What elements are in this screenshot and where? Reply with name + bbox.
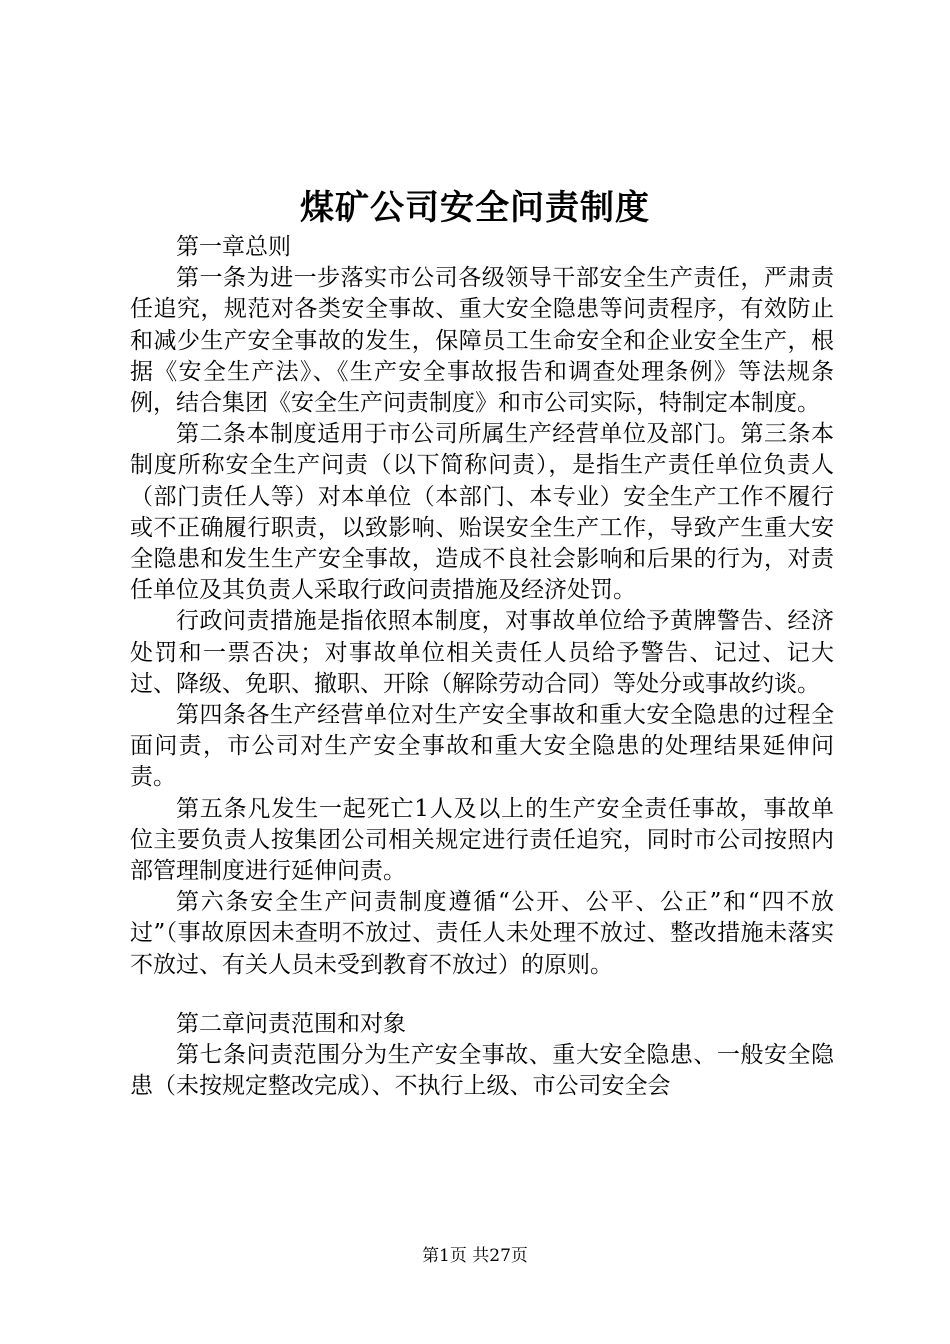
paragraph: 行政问责措施是指依照本制度，对事故单位给予黄牌警告、经济处罚和一票否决；对事故单位相关责任人员给予警告、记过、记大过、降级、免职、撤职、开除（解除劳动合同）等处分或事故约谈。 — [130, 608, 834, 697]
paragraph: 第六条安全生产问责制度遵循“公开、公平、公正”和“四不放过”（事故原因未查明不放过、责任人未处理不放过、整改措施未落实不放过、有关人员未受到教育不放过）的原则。 — [130, 889, 834, 978]
paragraph: 第四条各生产经营单位对生产安全事故和重大安全隐患的过程全面问责，市公司对生产安全事故和重大安全隐患的处理结果延伸问责。 — [130, 702, 834, 791]
paragraph: 第七条问责范围分为生产安全事故、重大安全隐患、一般安全隐患（未按规定整改完成）、不执行上级、市公司安全会 — [130, 1042, 834, 1100]
paragraph: 第二条本制度适用于市公司所属生产经营单位及部门。第三条本制度所称安全生产问责（以下简称问责），是指生产责任单位负责人（部门责任人等）对本单位（本部门、本专业）安全生产工作不履行或不正确履行职责，以致影响、贻误安全生产工作，导致产生重大安全隐患和发生生产安全事故，造成不良社会影响和后果的行为，对责任单位及其负责人采取行政问责措施及经济处罚。 — [130, 421, 834, 604]
page-number: 第1页 共27页 — [422, 1246, 528, 1266]
document-title: 煤矿公司安全问责制度 — [300, 188, 650, 228]
paragraph: 第一条为进一步落实市公司各级领导干部安全生产责任，严肃责任追究，规范对各类安全事故、重大安全隐患等问责程序，有效防止和减少生产安全事故的发生，保障员工生命安全和企业安全生产，根据《安全生产法》、《生产安全事故报告和调查处理条例》等法规条例，结合集团《安全生产问责制度》和市公司实际，特制定本制度。 — [130, 265, 834, 417]
chapter-heading: 第二章问责范围和对象 — [176, 1010, 406, 1037]
paragraph: 第五条凡发生一起死亡1人及以上的生产安全责任事故，事故单位主要负责人按集团公司相关规定进行责任追究，同时市公司按照内部管理制度进行延伸问责。 — [130, 795, 834, 885]
chapter-heading: 第一章总则 — [176, 234, 291, 260]
document-body — [130, 232, 834, 1102]
